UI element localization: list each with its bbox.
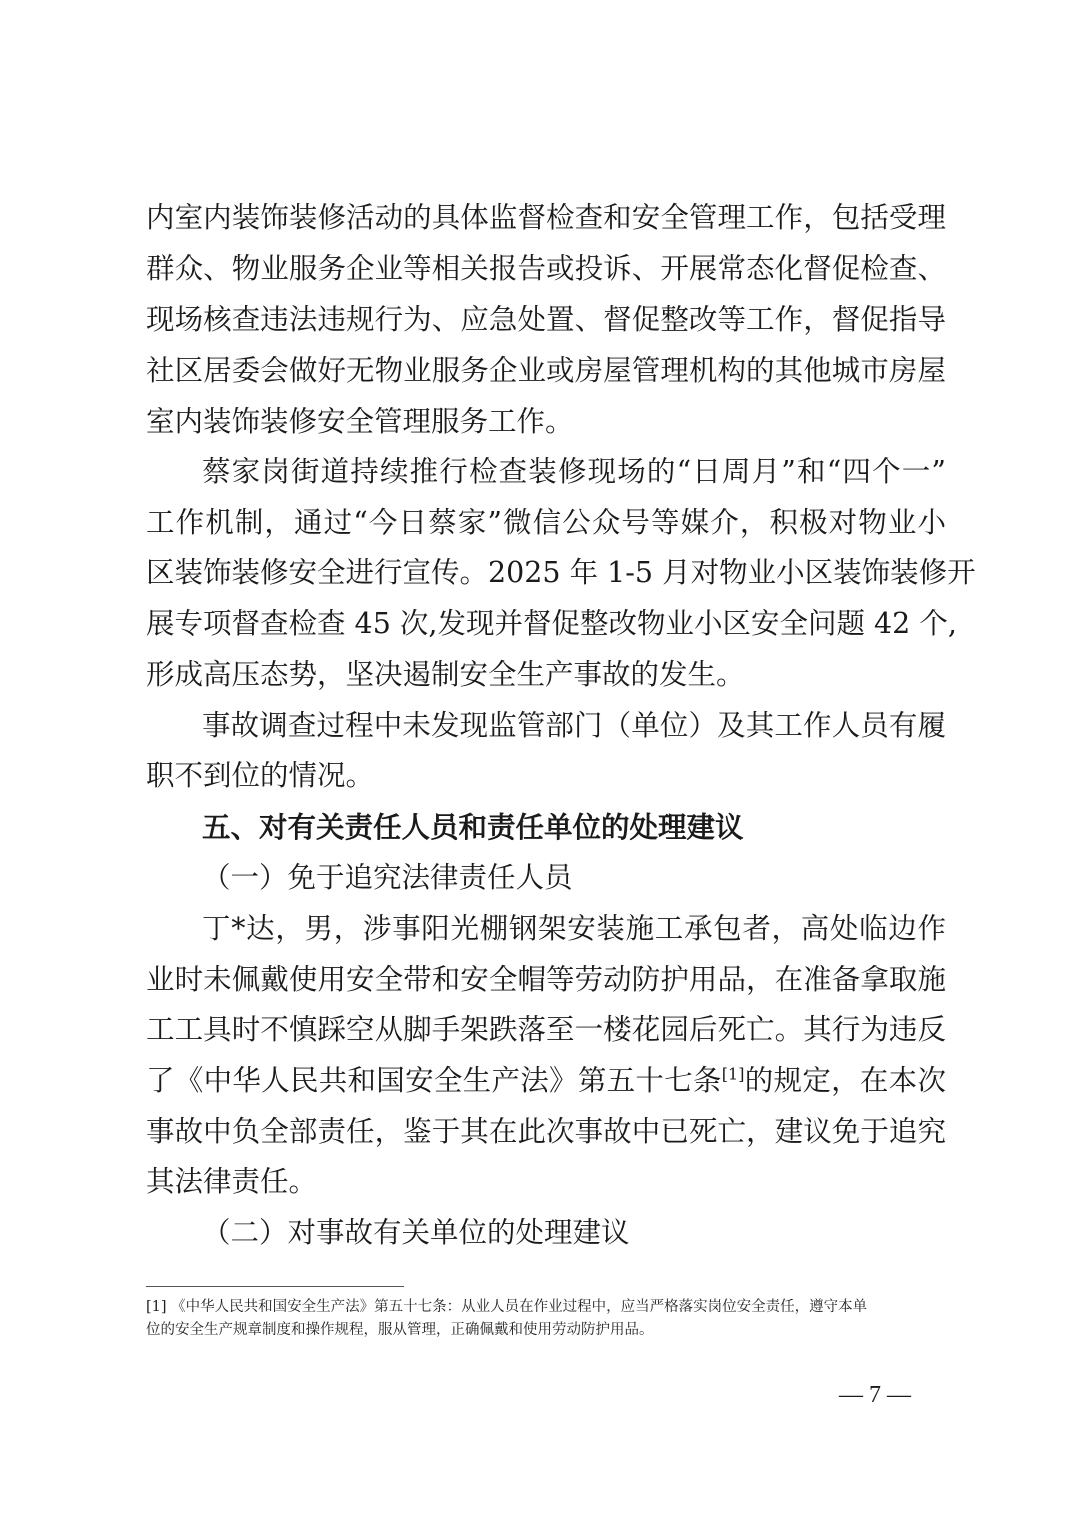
body-line: 事故调查过程中未发现监管部门（单位）及其工作人员有履 bbox=[202, 709, 946, 742]
body-line: 工作机制，通过“今日蔡家”微信公众号等媒介，积极对物业小 bbox=[146, 506, 946, 539]
footnote-text: [1] 《中华人民共和国安全生产法》第五十七条：从业人员在作业过程中，应当严格落实岗位安全责任，遵守本单 bbox=[146, 1299, 868, 1315]
body-line: 职不到位的情况。 bbox=[146, 759, 375, 792]
footnote-divider bbox=[146, 1286, 404, 1287]
body-line: 蔡家岗街道持续推行检查装修现场的“日周月”和“四个一” bbox=[202, 455, 946, 488]
body-text: 的规定，在本次 bbox=[744, 1064, 946, 1097]
body-line: 室内装饰装修安全管理服务工作。 bbox=[146, 405, 574, 438]
body-line: 现场核查违法违规行为、应急处置、督促整改等工作，督促指导 bbox=[146, 303, 946, 336]
body-line: 群众、物业服务企业等相关报告或投诉、开展常态化督促检查、 bbox=[146, 252, 946, 285]
body-line: 区装饰装修安全进行宣传。2025 年 1-5 月对物业小区装饰装修开 bbox=[146, 556, 976, 589]
page-number: — 7 — bbox=[839, 1382, 911, 1408]
footnote-reference[interactable]: [1] bbox=[721, 1064, 745, 1084]
body-text: 了《中华人民共和国安全生产法》第五十七条 bbox=[146, 1064, 722, 1097]
body-line: 丁*达，男，涉事阳光棚钢架安装施工承包者，高处临边作 bbox=[202, 912, 946, 945]
body-line: 业时未佩戴使用安全带和安全帽等劳动防护用品，在准备拿取施 bbox=[146, 963, 946, 996]
body-line: 事故中负全部责任，鉴于其在此次事故中已死亡，建议免于追究 bbox=[146, 1115, 946, 1148]
subsection-heading: （一）免于追究法律责任人员 bbox=[202, 861, 573, 894]
body-line: 社区居委会做好无物业服务企业或房屋管理机构的其他城市房屋 bbox=[146, 354, 946, 387]
body-line: 内室内装饰装修活动的具体监督检查和安全管理工作，包括受理 bbox=[146, 201, 946, 234]
body-line: 形成高压态势，坚决遏制安全生产事故的发生。 bbox=[146, 658, 745, 691]
body-line: 工工具时不慎踩空从脚手架跌落至一楼花园后死亡。其行为违反 bbox=[146, 1013, 946, 1046]
subsection-heading: （二）对事故有关单位的处理建议 bbox=[202, 1216, 630, 1249]
body-line: 展专项督查检查 45 次,发现并督促整改物业小区安全问题 42 个, bbox=[146, 607, 957, 640]
body-line: 其法律责任。 bbox=[146, 1165, 318, 1198]
footnote-text: 位的安全生产规章制度和操作规程，服从管理，正确佩戴和使用劳动防护用品。 bbox=[146, 1322, 654, 1338]
section-heading: 五、对有关责任人员和责任单位的处理建议 bbox=[202, 811, 744, 844]
body-line bbox=[146, 1061, 946, 1101]
